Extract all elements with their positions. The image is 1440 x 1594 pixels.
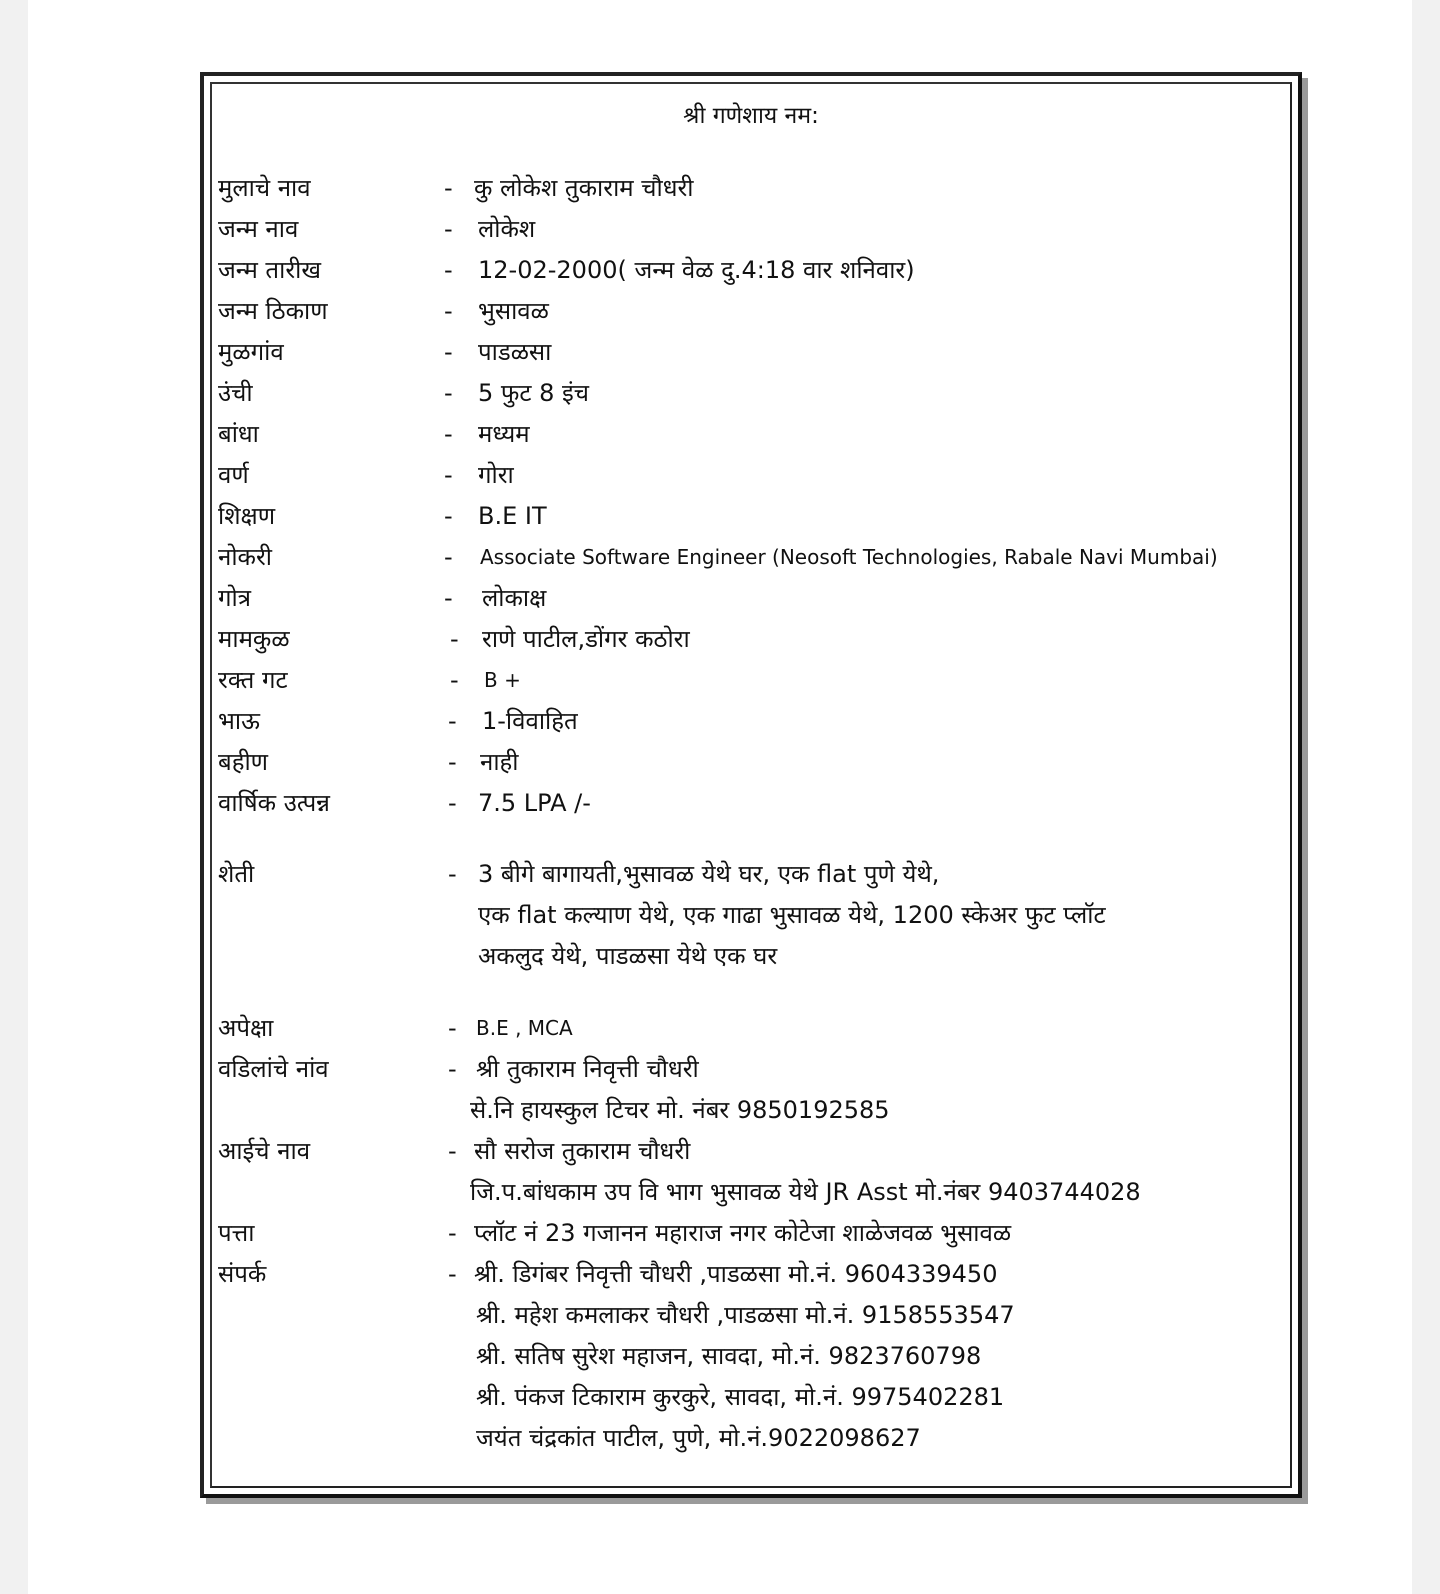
property-line-2: एक flat कल्याण येथे, एक गाढा भुसावळ येथे, 1200 स्केअर फुट प्लॉट bbox=[478, 901, 1106, 929]
row-value: भुसावळ bbox=[478, 297, 549, 325]
row-value: नाही bbox=[480, 748, 519, 776]
row-dash: - bbox=[448, 1219, 457, 1247]
row-label: मुळगांव bbox=[218, 338, 284, 366]
row-label: जन्म नाव bbox=[218, 215, 299, 243]
row-value: सौ सरोज तुकाराम चौधरी bbox=[474, 1137, 691, 1165]
row-birth-place bbox=[212, 291, 1290, 331]
row-dash: - bbox=[448, 707, 457, 735]
row-expectation bbox=[212, 1008, 1290, 1048]
row-dash: - bbox=[444, 543, 453, 571]
row-dash: - bbox=[444, 174, 453, 202]
row-sister bbox=[212, 742, 1290, 782]
row-label: रक्त गट bbox=[218, 666, 288, 694]
row-value: 3 बीगे बागायती,भुसावळ येथे घर, एक flat पुणे येथे, bbox=[478, 860, 940, 888]
row-dash: - bbox=[444, 502, 453, 530]
row-birth-date bbox=[212, 250, 1290, 290]
row-dash: - bbox=[444, 461, 453, 489]
row-mother bbox=[212, 1131, 1290, 1171]
row-value: 12-02-2000( जन्म वेळ दु.4:18 वार शनिवार) bbox=[478, 256, 915, 284]
row-dash: - bbox=[444, 420, 453, 448]
document-heading: श्री गणेशाय नम: bbox=[683, 103, 819, 129]
row-dash: - bbox=[450, 666, 459, 694]
row-dash: - bbox=[444, 297, 453, 325]
row-value: B.E IT bbox=[478, 502, 547, 530]
row-label: बांधा bbox=[218, 420, 259, 448]
row-blood-group bbox=[212, 660, 1290, 700]
row-education bbox=[212, 496, 1290, 536]
row-value: प्लॉट नं 23 गजानन महाराज नगर कोटेजा शाळेजवळ भुसावळ bbox=[474, 1219, 1012, 1247]
document-page bbox=[28, 0, 1412, 1594]
row-label: मुलाचे नाव bbox=[218, 174, 311, 202]
row-label: वार्षिक उत्पन्न bbox=[218, 789, 330, 817]
row-label: आईचे नाव bbox=[218, 1137, 311, 1165]
row-label: नोकरी bbox=[218, 543, 272, 571]
row-label: पत्ता bbox=[218, 1219, 255, 1247]
row-value: Associate Software Engineer (Neosoft Technologies, Rabale Navi Mumbai) bbox=[480, 545, 1218, 569]
row-value: गोरा bbox=[478, 461, 514, 489]
row-label: उंची bbox=[218, 379, 253, 407]
row-value: लोकेश bbox=[478, 215, 536, 243]
contact-line-4: श्री. पंकज टिकाराम कुरकुरे, सावदा, मो.नं. 9975402281 bbox=[476, 1383, 1005, 1411]
row-dash: - bbox=[448, 860, 457, 888]
row-dash: - bbox=[444, 215, 453, 243]
row-value: 7.5 LPA /- bbox=[478, 789, 591, 817]
row-brother bbox=[212, 701, 1290, 741]
contact-line-2: श्री. महेश कमलाकर चौधरी ,पाडळसा मो.नं. 9158553547 bbox=[476, 1301, 1015, 1329]
row-gotra bbox=[212, 578, 1290, 618]
row-father bbox=[212, 1049, 1290, 1089]
row-value: मध्यम bbox=[478, 420, 530, 448]
row-birth-name bbox=[212, 209, 1290, 249]
row-dash: - bbox=[448, 1055, 457, 1083]
document-border bbox=[200, 72, 1302, 1498]
row-mamkul bbox=[212, 619, 1290, 659]
row-value: B + bbox=[484, 668, 521, 692]
row-build bbox=[212, 414, 1290, 454]
row-value: पाडळसा bbox=[478, 338, 552, 366]
row-label: जन्म तारीख bbox=[218, 256, 321, 284]
row-label: वडिलांचे नांव bbox=[218, 1055, 329, 1083]
row-dash: - bbox=[444, 584, 453, 612]
row-label: अपेक्षा bbox=[218, 1014, 274, 1042]
row-label: गोत्र bbox=[218, 584, 251, 612]
row-dash: - bbox=[444, 379, 453, 407]
row-value: लोकाक्ष bbox=[482, 584, 547, 612]
row-value: श्री तुकाराम निवृत्ती चौधरी bbox=[476, 1055, 699, 1083]
row-value: 1-विवाहित bbox=[482, 707, 578, 735]
row-value: B.E , MCA bbox=[476, 1016, 573, 1040]
row-dash: - bbox=[448, 1260, 457, 1288]
row-value: 5 फुट 8 इंच bbox=[478, 379, 590, 407]
row-address bbox=[212, 1213, 1290, 1253]
row-dash: - bbox=[444, 338, 453, 366]
row-dash: - bbox=[448, 1014, 457, 1042]
row-label: वर्ण bbox=[218, 461, 249, 489]
contact-line-3: श्री. सतिष सुरेश महाजन, सावदा, मो.नं. 9823760798 bbox=[476, 1342, 982, 1370]
document-inner-border bbox=[210, 82, 1292, 1488]
mother-detail: जि.प.बांधकाम उप वि भाग भुसावळ येथे JR Asst मो.नंबर 9403744028 bbox=[470, 1178, 1141, 1206]
row-annual-income bbox=[212, 783, 1290, 823]
row-name bbox=[212, 168, 1290, 208]
row-label: संपर्क bbox=[218, 1260, 267, 1288]
row-height bbox=[212, 373, 1290, 413]
row-dash: - bbox=[450, 625, 459, 653]
row-label: शिक्षण bbox=[218, 502, 276, 530]
row-label: बहीण bbox=[218, 748, 269, 776]
row-value: राणे पाटील,डोंगर कठोरा bbox=[482, 625, 690, 653]
row-complexion bbox=[212, 455, 1290, 495]
row-job bbox=[212, 537, 1290, 577]
row-dash: - bbox=[448, 1137, 457, 1165]
row-contact bbox=[212, 1254, 1290, 1294]
father-detail: से.नि हायस्कुल टिचर मो. नंबर 9850192585 bbox=[470, 1096, 890, 1124]
row-property bbox=[212, 854, 1290, 894]
row-value: श्री. डिगंबर निवृत्ती चौधरी ,पाडळसा मो.नं. 9604339450 bbox=[474, 1260, 998, 1288]
property-line-3: अकलुद येथे, पाडळसा येथे एक घर bbox=[478, 942, 778, 970]
contact-line-5: जयंत चंद्रकांत पाटील, पुणे, मो.नं.9022098627 bbox=[476, 1424, 921, 1452]
row-dash: - bbox=[444, 256, 453, 284]
row-label: शेती bbox=[218, 860, 255, 888]
row-label: मामकुळ bbox=[218, 625, 290, 653]
row-dash: - bbox=[448, 748, 457, 776]
row-label: भाऊ bbox=[218, 707, 260, 735]
row-native-village bbox=[212, 332, 1290, 372]
row-label: जन्म ठिकाण bbox=[218, 297, 328, 325]
row-dash: - bbox=[448, 789, 457, 817]
row-value: कु लोकेश तुकाराम चौधरी bbox=[474, 174, 694, 202]
